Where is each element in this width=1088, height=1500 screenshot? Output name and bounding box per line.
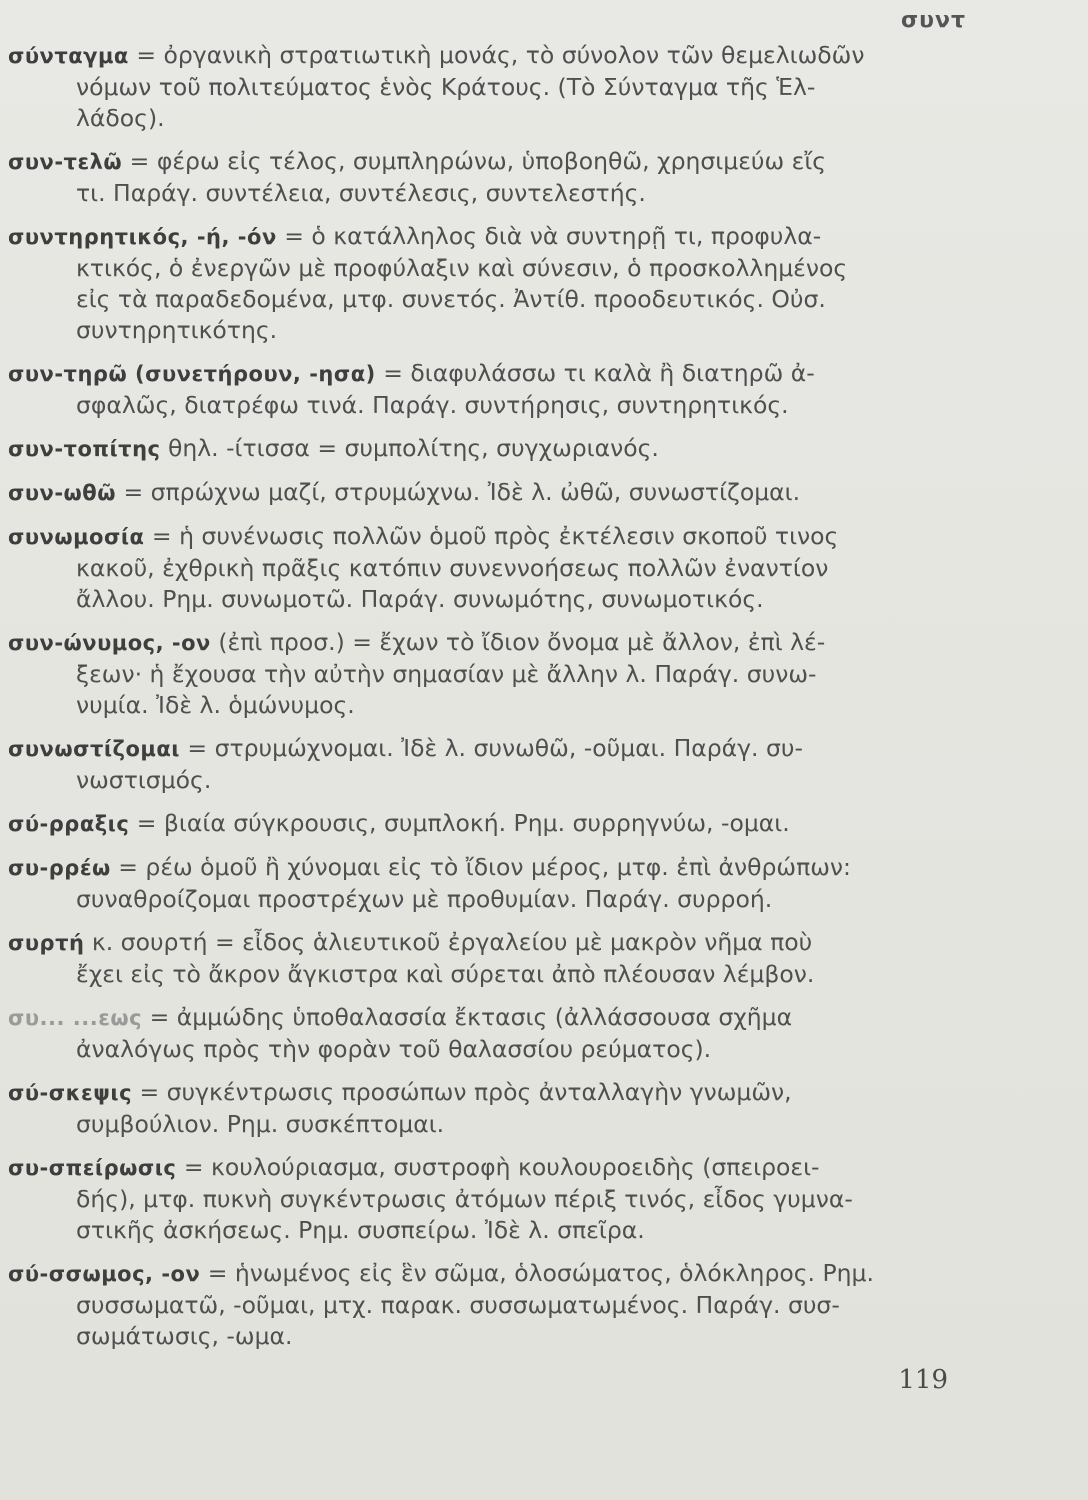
dictionary-entry	[8, 808, 948, 840]
dictionary-entry	[8, 358, 948, 421]
entry-continuation-line: ἄλλου. Ρημ. συνωμοτῶ. Παράγ. συνωμότης, συνωμοτικός.	[76, 585, 764, 613]
dictionary-entry	[8, 433, 948, 465]
running-head: συντ	[900, 8, 966, 33]
entry-headword: σύ-ρραξις	[8, 812, 130, 836]
entry-headword: συν-ώνυμος, -ον	[8, 631, 211, 655]
entry-headword: σύνταγμα	[8, 44, 129, 68]
entry-first-line	[8, 1258, 948, 1290]
dictionary-entry	[8, 1152, 948, 1246]
dictionary-entry	[8, 852, 948, 915]
entry-definition-start: = ἡνωμένος εἰς ἓν σῶμα, ὁλοσώματος, ὁλόκληρος. Ρημ.	[200, 1259, 874, 1287]
entry-headword: σύ-σκεψις	[8, 1081, 133, 1105]
entry-definition-start: θηλ. -ίτισσα = συμπολίτης, συγχωριανός.	[160, 434, 659, 462]
dictionary-entry	[8, 521, 948, 615]
entry-definition-start: = στρυμώχνομαι. Ἰδὲ λ. συνωθῶ, -οῦμαι. Παράγ. συ-	[179, 734, 803, 762]
entry-headword: συρτή	[8, 931, 85, 955]
entry-definition-start: = σπρώχνω μαζί, στρυμώχνω. Ἰδὲ λ. ὠθῶ, συνωστίζομαι.	[116, 478, 801, 506]
dictionary-entry	[8, 1002, 948, 1065]
entry-headword: συ-σπείρωσις	[8, 1156, 177, 1180]
entry-continuation-line: νόμων τοῦ πολιτεύματος ἑνὸς Κράτους. (Τὸ Σύνταγμα τῆς Ἑλ-	[76, 73, 816, 101]
entry-headword: συν-τοπίτης	[8, 437, 161, 461]
entry-definition-start: κ. σουρτή = εἶδος ἁλιευτικοῦ ἐργαλείου μὲ μακρὸν νῆμα ποὺ	[84, 928, 813, 956]
entry-continuation-line: λάδος).	[76, 104, 165, 132]
entry-continuation-line: ἀναλόγως πρὸς τὴν φορὰν τοῦ θαλασσίου ρεύματος).	[76, 1035, 712, 1063]
dictionary-entry	[8, 927, 948, 990]
entry-definition-start: = διαφυλάσσω τι καλὰ ἢ διατηρῶ ἀ-	[375, 359, 815, 387]
entry-definition-start: = ρέω ὁμοῦ ἢ χύνομαι εἰς τὸ ἴδιον μέρος, μτφ. ἐπὶ ἀνθρώπων:	[110, 853, 851, 881]
entry-continuation-line: ἔχει εἰς τὸ ἄκρον ἄγκιστρα καὶ σύρεται ἀπὸ πλέουσαν λέμβον.	[76, 960, 815, 988]
entry-first-line	[8, 433, 948, 465]
entry-headword: συν-τηρῶ (συνετήρουν, -ησα)	[8, 362, 376, 386]
dictionary-entry	[8, 1258, 948, 1352]
entry-continuation-line: συντηρητικότης.	[76, 316, 278, 344]
entry-continuation-line: κακοῦ, ἐχθρικὴ πρᾶξις κατόπιν συνεννοήσεως πολλῶν ἐναντίον	[76, 554, 829, 582]
entry-first-line	[8, 1152, 948, 1184]
entry-headword: σύ-σσωμος, -ον	[8, 1262, 201, 1286]
entry-definition-start: = κουλούριασμα, συστροφὴ κουλουροειδὴς (σπειροει-	[176, 1153, 820, 1181]
entry-first-line	[8, 1077, 948, 1109]
entry-definition-start: (ἐπὶ προσ.) = ἔχων τὸ ἴδιον ὄνομα μὲ ἄλλον, ἐπὶ λέ-	[210, 628, 826, 656]
entry-first-line	[8, 358, 948, 390]
entry-continuation-line: συμβούλιον. Ρημ. συσκέπτομαι.	[76, 1110, 445, 1138]
page-number: 119	[898, 1365, 948, 1395]
entry-first-line	[8, 627, 948, 659]
entry-first-line	[8, 477, 948, 509]
dictionary-entry	[8, 40, 948, 134]
entry-first-line	[8, 733, 948, 765]
entry-continuation-line: σφαλῶς, διατρέφω τινά. Παράγ. συντήρησις, συντηρητικός.	[76, 391, 789, 419]
entry-definition-start: = συγκέντρωσις προσώπων πρὸς ἀνταλλαγὴν γνωμῶν,	[132, 1078, 792, 1106]
entry-continuation-line: συσσωματῶ, -οῦμαι, μτχ. παρακ. συσσωματωμένος. Παράγ. συσ-	[76, 1291, 840, 1319]
entry-definition-start: = ἀμμώδης ὑποθαλασσία ἔκτασις (ἀλλάσσουσα σχῆμα	[142, 1003, 793, 1031]
entry-definition-start: = ἡ συνένωσις πολλῶν ὁμοῦ πρὸς ἐκτέλεσιν σκοποῦ τινος	[144, 522, 839, 550]
entry-headword: συνωστίζομαι	[8, 737, 180, 761]
entry-continuation-line: σωμάτωσις, -ωμα.	[76, 1322, 293, 1350]
entry-headword: συ-ρρέω	[8, 856, 111, 880]
entry-first-line	[8, 927, 948, 959]
entry-continuation-line: εἰς τὰ παραδεδομένα, μτφ. συνετός. Ἀντίθ. προοδευτικός. Οὐσ.	[76, 285, 826, 313]
entry-first-line	[8, 521, 948, 553]
entry-continuation-line: νωστισμός.	[76, 766, 212, 794]
entry-definition-start: = φέρω εἰς τέλος, συμπληρώνω, ὑποβοηθῶ, χρησιμεύω εἴς	[122, 147, 827, 175]
entry-headword: συνωμοσία	[8, 525, 145, 549]
dictionary-entry	[8, 1077, 948, 1140]
entry-continuation-line: δής), μτφ. πυκνὴ συγκέντρωσις ἀτόμων πέριξ τινός, εἶδος γυμνα-	[76, 1185, 853, 1213]
entry-continuation-line: ξεων· ἡ ἔχουσα τὴν αὐτὴν σημασίαν μὲ ἄλλην λ. Παράγ. συνω-	[76, 660, 817, 688]
entry-first-line	[8, 40, 948, 72]
entry-definition-start: = ὀργανικὴ στρατιωτικὴ μονάς, τὸ σύνολον τῶν θεμελιωδῶν	[128, 41, 865, 69]
entry-definition-start: = ὁ κατάλληλος διὰ νὰ συντηρῇ τι, προφυλα-	[276, 222, 822, 250]
dictionary-entry	[8, 221, 948, 346]
entry-headword: συ... ...εως	[8, 1006, 143, 1030]
entry-first-line	[8, 146, 948, 178]
entry-continuation-line: συναθροίζομαι προστρέχων μὲ προθυμίαν. Παράγ. συρροή.	[76, 885, 773, 913]
entry-definition-start: = βιαία σύγκρουσις, συμπλοκή. Ρημ. συρρηγνύω, -ομαι.	[129, 809, 790, 837]
entry-first-line	[8, 852, 948, 884]
entry-headword: συν-ωθῶ	[8, 481, 116, 505]
entry-continuation-line: τι. Παράγ. συντέλεια, συντέλεσις, συντελεστής.	[76, 179, 646, 207]
entry-continuation-line: στικῆς ἀσκήσεως. Ρημ. συσπείρω. Ἰδὲ λ. σπεῖρα.	[76, 1216, 645, 1244]
entry-first-line	[8, 808, 948, 840]
entry-continuation-line: κτικός, ὁ ἐνεργῶν μὲ προφύλαξιν καὶ σύνεσιν, ὁ προσκολλημένος	[76, 254, 848, 282]
entry-headword: συν-τελῶ	[8, 150, 123, 174]
entry-continuation-line: νυμία. Ἰδὲ λ. ὁμώνυμος.	[76, 691, 355, 719]
entry-first-line	[8, 221, 948, 253]
dictionary-entry	[8, 733, 948, 796]
dictionary-entry	[8, 627, 948, 721]
dictionary-entry	[8, 146, 948, 209]
entry-first-line	[8, 1002, 948, 1034]
entries-list	[8, 40, 948, 1364]
dictionary-entry	[8, 477, 948, 509]
entry-headword: συντηρητικός, -ή, -όν	[8, 225, 277, 249]
